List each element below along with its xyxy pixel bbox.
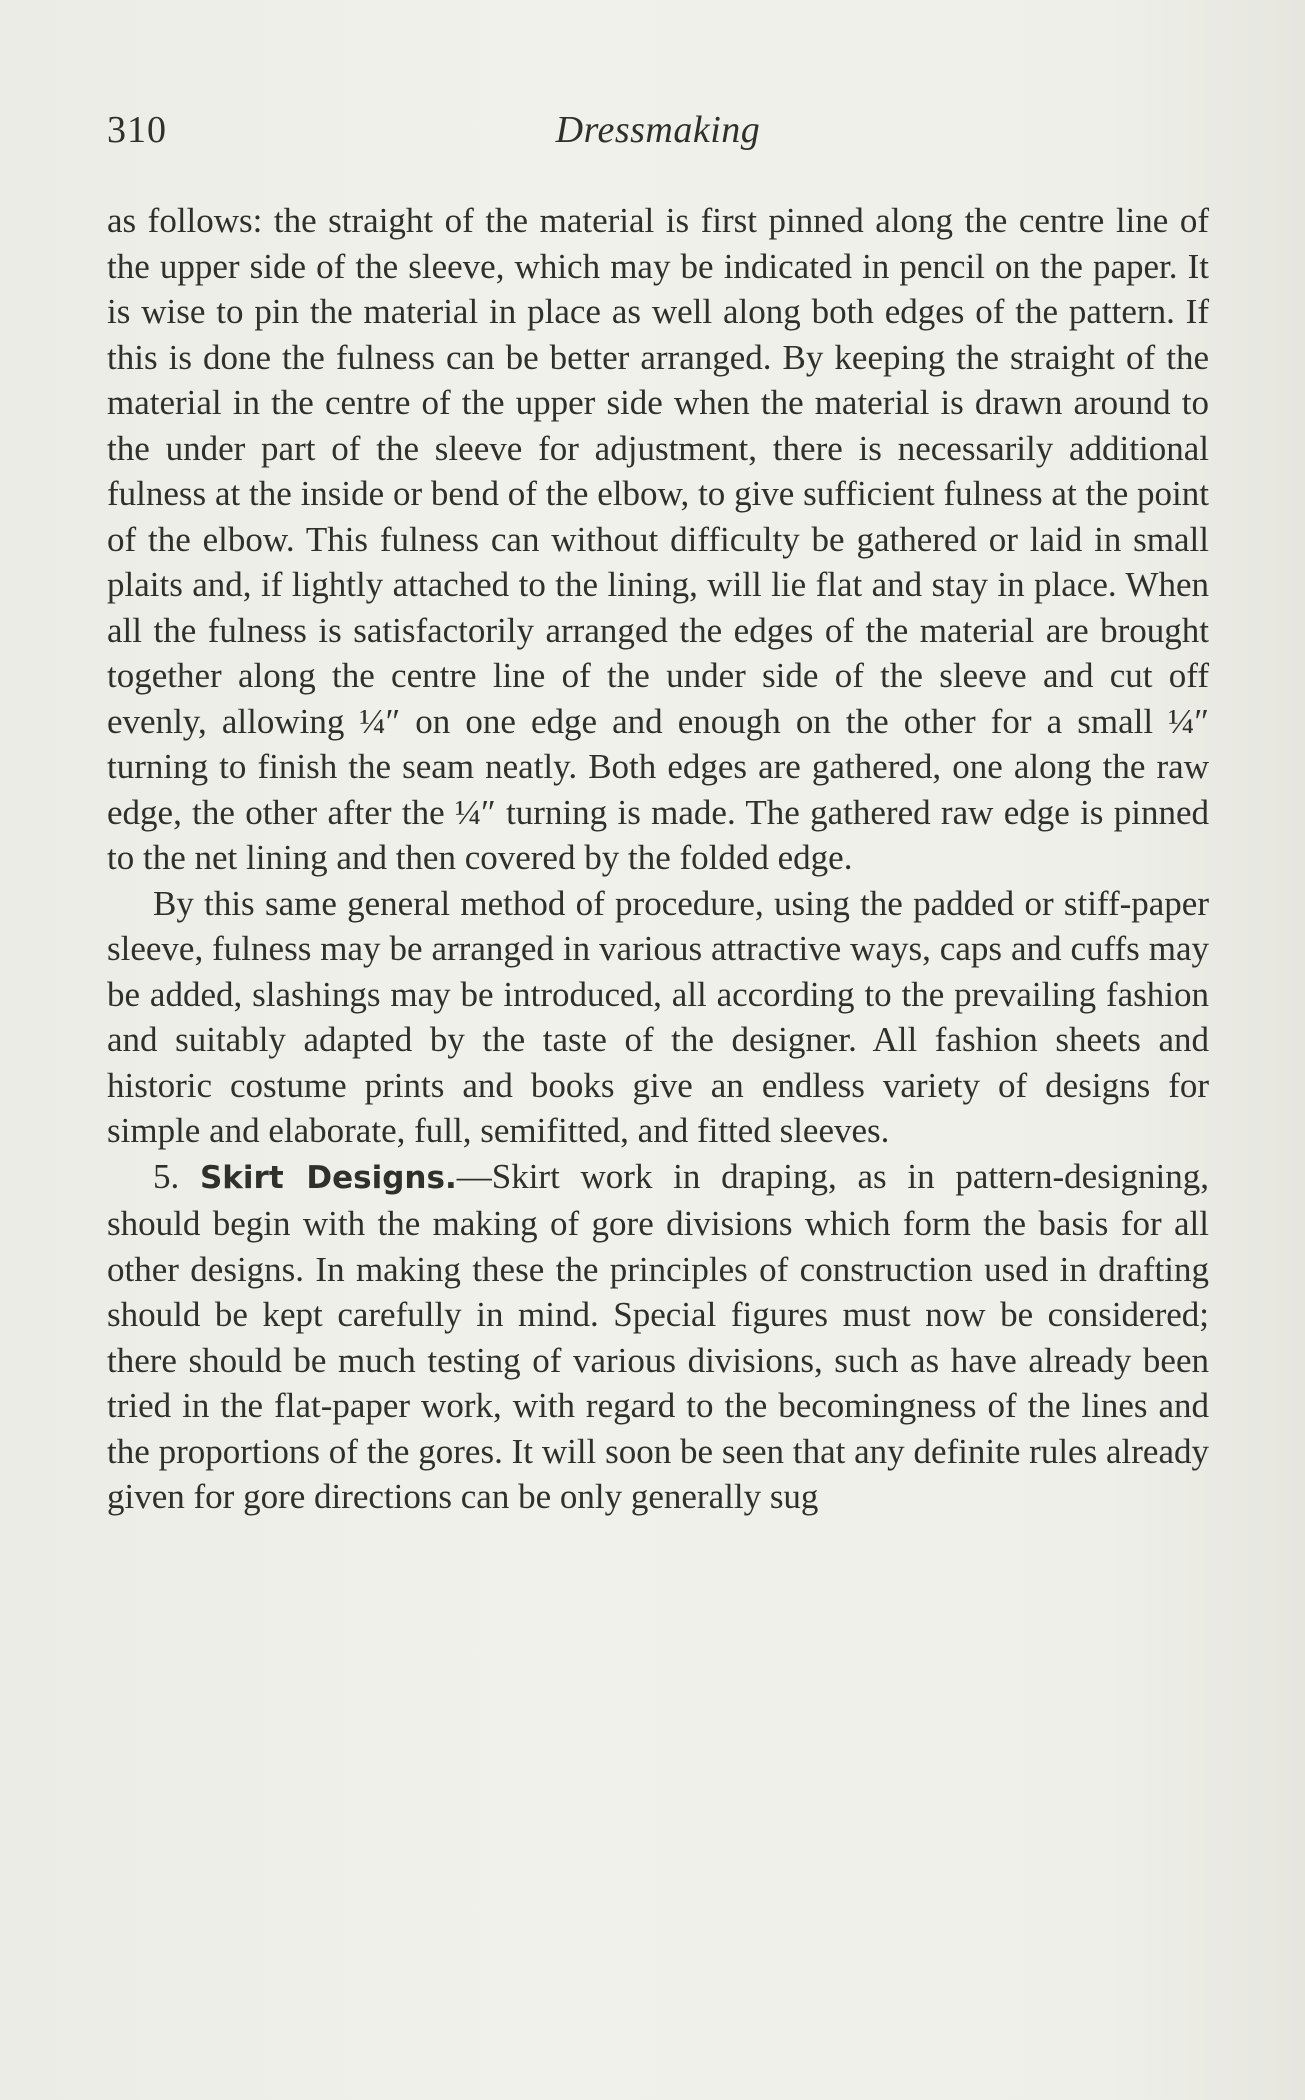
section-heading: Skirt Designs. xyxy=(199,1159,457,1196)
section-body: —Skirt work in draping, as in pattern-designing, should begin with the making of gore divisions which form the basis for all other designs. In making these the principles of construction used in drafting should be kept carefully in mind. Special figures must now be considered; there should be much testing of various divisions, such as have already been tried in the flat-paper work, with regard to the becomingness of the lines and the proportions of the gores. It will soon be seen that any definite rules already given for gore directions can be only generally sug xyxy=(107,1156,1209,1516)
running-head xyxy=(107,108,1209,168)
page-number: 310 xyxy=(107,109,167,151)
paragraph-skirt-designs xyxy=(107,1154,1209,1520)
section-number: 5. xyxy=(153,1156,180,1196)
body-text xyxy=(107,198,1209,1520)
paragraph-sleeve-variations: By this same general method of procedure, using the padded or stiff-paper sleeve, fulness may be arranged in various attractive ways, caps and cuffs may be added, slashings may be introduced, all according to the prevailing fashion and suitably adapted by the taste of the designer. All fashion sheets and historic costume prints and books give an endless variety of designs for simple and elaborate, full, semifitted, and fitted sleeves. xyxy=(107,883,1209,1150)
running-title: Dressmaking xyxy=(555,109,761,151)
paragraph-sleeve-procedure: as follows: the straight of the material is first pinned along the centre line of the upper side of the sleeve, which may be indicated in pencil on the paper. It is wise to pin the material in place as well along both edges of the pattern. If this is done the fulness can be better arranged. By keeping the straight of the material in the centre of the upper side when the material is drawn around to the under part of the sleeve for adjustment, there is necessarily additional fulness at the inside or bend of the elbow, to give sufficient fulness at the point of the elbow. This fulness can without difficulty be gathered or laid in small plaits and, if lightly attached to the lining, will lie flat and stay in place. When all the fulness is satisfactorily arranged the edges of the material are brought together along the centre line of the under side of the sleeve and cut off evenly, allowing ¼″ on one edge and enough on the other for a small ¼″ turning to finish the seam neatly. Both edges are gathered, one along the raw edge, the other after the ¼″ turning is made. The gathered raw edge is pinned to the net lining and then covered by the folded edge. xyxy=(107,201,1209,877)
